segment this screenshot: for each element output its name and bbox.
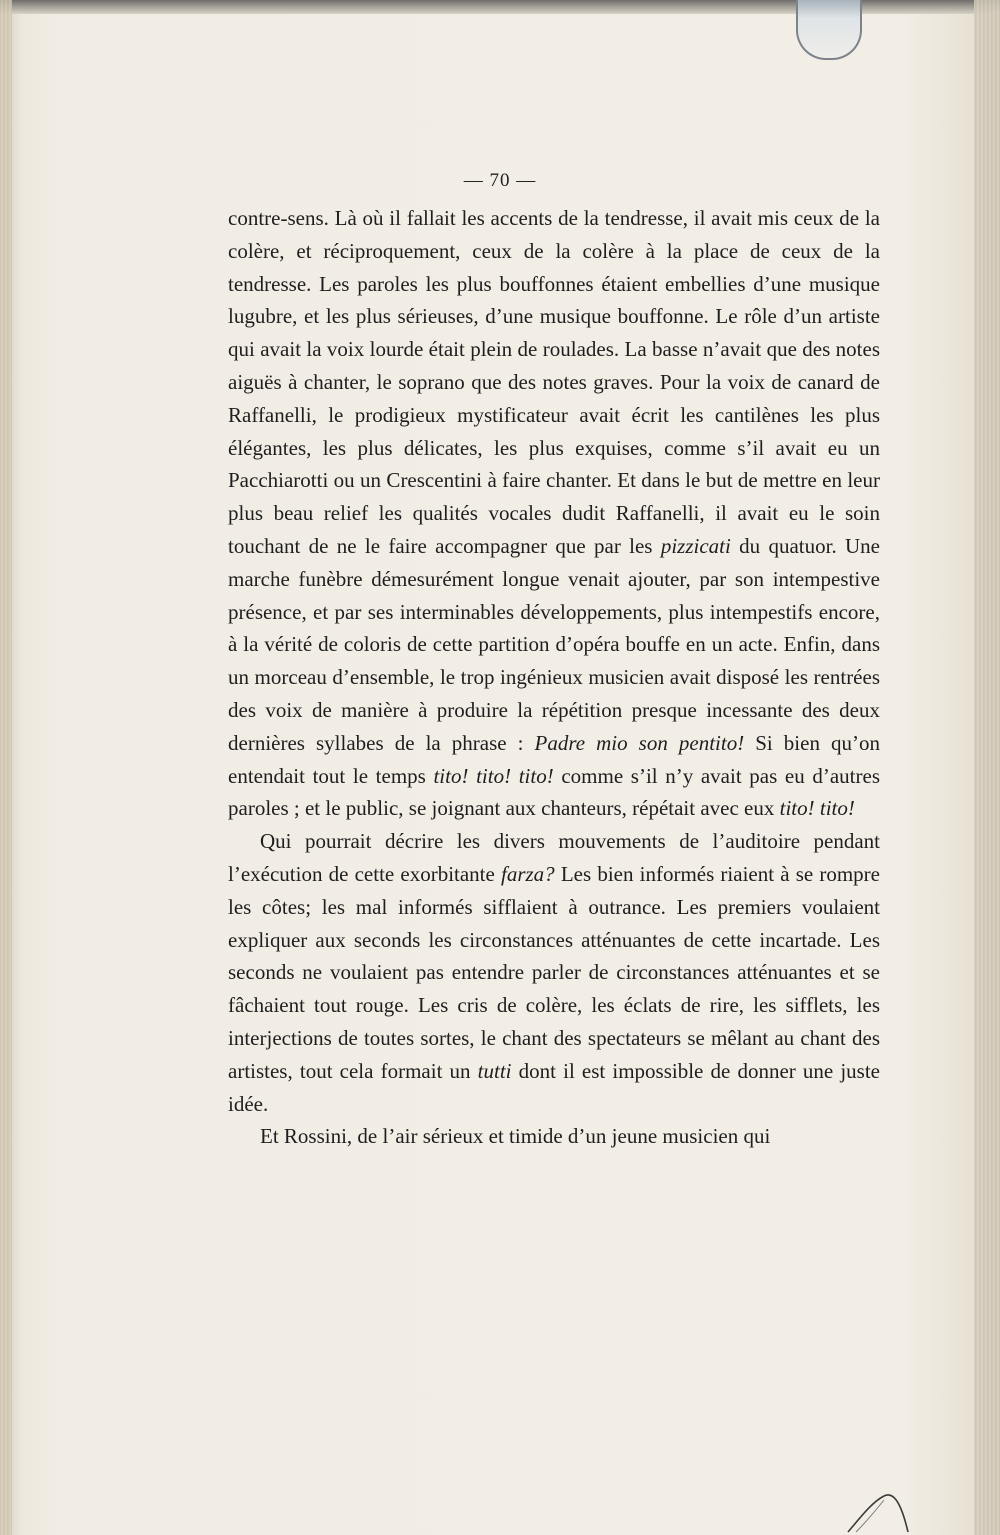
italic-text: Padre mio son pentito! <box>534 730 745 755</box>
text-run: Si bien qu’on entendait tout le temps <box>228 730 880 788</box>
italic-text: tito! tito! <box>779 796 855 821</box>
text-run: Qui pourrait décrire les divers mouvements de l’auditoire pendant l’exécution de cette exorbitante <box>228 829 880 886</box>
italic-text: pizzicati <box>660 533 731 558</box>
text-run: contre-sens. Là où il fallait les accents de la tendresse, il avait mis ceux de la colère, et réciproquement, ceux de la colère à la place de ceux de la tendresse. Les paroles les plus bouffonnes étaient embellies d’une musique lugubre, et les plus sérieuses, d’une musique bouffonne. Le rôle d’un artiste qui avait la voix lourde était plein de roulades. La basse n’avait que des notes aiguës à chanter, le soprano que des notes graves. Pour la voix de canard de Raffanelli, le prodigieux mystificateur avait écrit les cantilènes les plus élégantes, les plus délicates, les plus exquises, comme s’il avait eu un Pacchiarotti ou un Crescentini à faire chanter. Et dans le but de mettre en leur plus beau relief les qualités vocales dudit Raffanelli, il avait eu le soin touchant de ne le faire accompagner que par les <box>228 206 880 558</box>
page-clip <box>796 0 862 60</box>
paragraph <box>228 202 880 825</box>
text-run: comme s’il n’y avait pas eu d’autres paroles ; et le public, se joignant aux chanteurs, répétait avec eux <box>228 763 880 821</box>
text-run: Les bien informés riaient à se rompre les côtes; les mal informés sifflaient à outrance. Les premiers voulaient expliquer aux seconds les circonstances atténuantes de cette incartade. Les seconds ne voulaient pas entendre parler de circonstances atténuantes et se fâchaient tout rouge. Les cris de colère, les éclats de rire, les sifflets, les interjections de toutes sortes, le chant des spectateurs se mêlant au chant des artistes, tout cela formait un <box>228 861 880 1083</box>
page-right-edge <box>974 0 1000 1535</box>
page-corner-curl <box>846 1488 910 1534</box>
text-run: Et Rossini, de l’air sérieux et timide d’un jeune musicien qui <box>260 1124 771 1149</box>
paragraph <box>228 1120 880 1153</box>
body-text <box>228 202 880 1153</box>
italic-text: tito! tito! tito! <box>433 763 554 788</box>
italic-text: tutti <box>477 1058 512 1083</box>
italic-text: farza? <box>501 861 555 886</box>
paragraph <box>228 825 880 1120</box>
page-left-edge <box>0 0 12 1535</box>
text-run: dont il est impossible de donner une juste idée. <box>228 1058 881 1116</box>
page-number: — 70 — <box>463 170 537 191</box>
text-run: du quatuor. Une marche funèbre démesurément longue venait ajouter, par son intempestive présence, et par ses interminables développements, plus intempestifs encore, à la vérité de coloris de cette partition d’opéra bouffe en un acte. Enfin, dans un morceau d’ensemble, le trop ingénieux musicien avait disposé les rentrées des voix de manière à produire la répétition presque incessante des deux dernières syllabes de la phrase : <box>228 533 880 755</box>
